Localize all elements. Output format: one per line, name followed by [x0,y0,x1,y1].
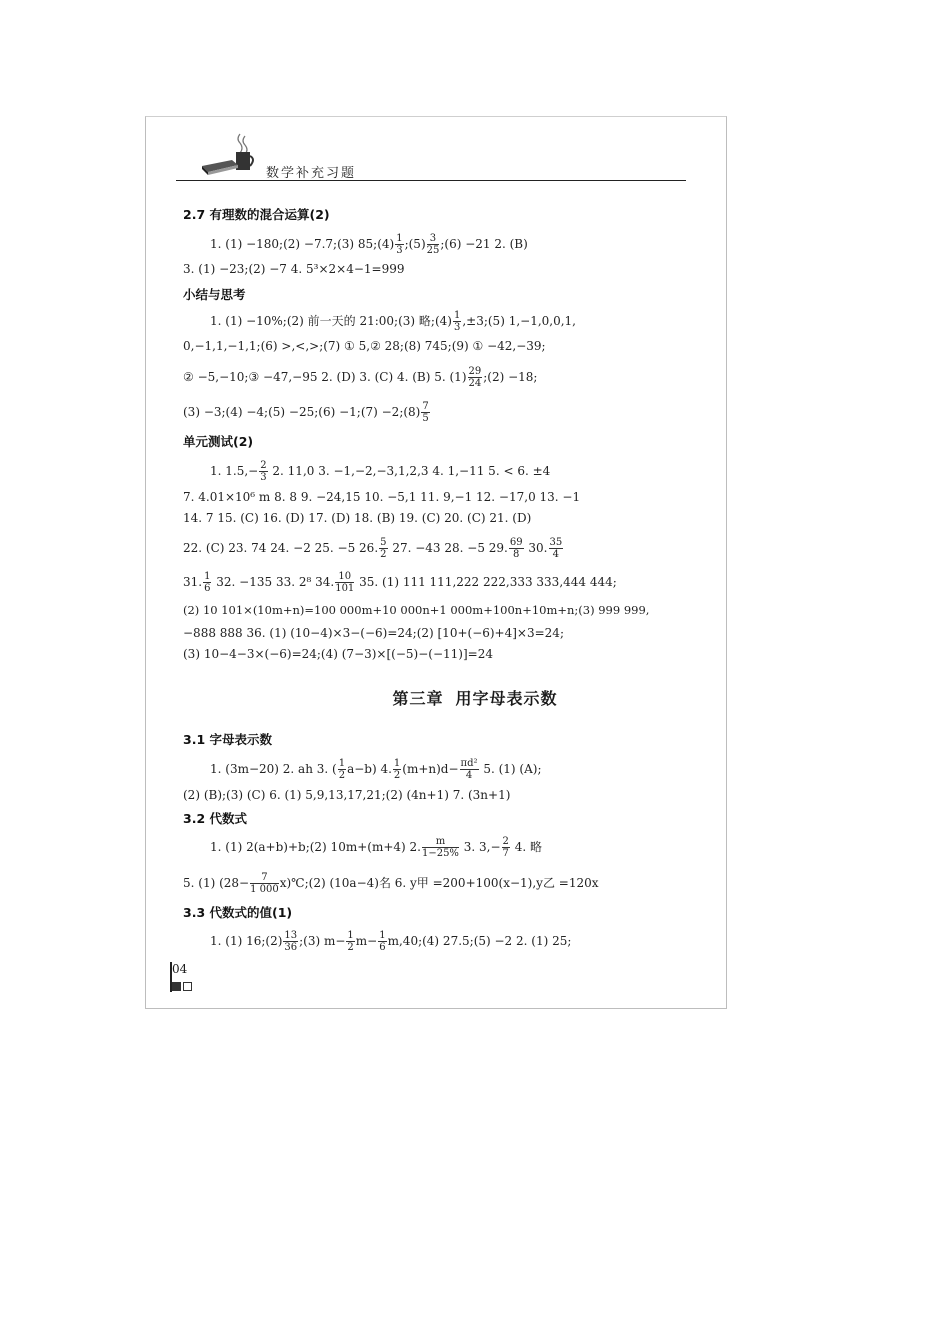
chapter-title: 用字母表示数 [455,689,558,708]
fraction: $\frac{1}{2}$ [347,930,354,953]
fraction: $\frac{1}{3}$ [396,233,403,256]
fraction: $\frac{1}{6}$ [204,571,211,594]
answer-line: 1. (1) 2(a+b)+b;(2) 10m+(m+4) 2. $\frac{m}{1-25\%}$ 3. 3,− $\frac{2}{7}$ 4. 略 [210,836,542,859]
fraction: $\frac{7}{1 000}$ [250,872,279,895]
answer-line: 1. (3m−20) 2. ah 3. ( $\frac{1}{2}$ a−b) 4. $\frac{1}{2}$ (m+n)d− $\frac{\text{πd²}}{4}$ 5. (1) (A); [210,758,542,781]
answer-line: (2) (B);(3) (C) 6. (1) 5,9,13,17,21;(2) (4n+1) 7. (3n+1) [183,788,511,802]
fraction: $\frac{35}{4}$ [549,537,563,560]
header-rule [176,180,686,181]
section-heading-unit-test: 单元测试(2) [183,434,254,449]
answer-line: 14. 7 15. (C) 16. (D) 17. (D) 18. (B) 19. (C) 20. (C) 21. (D) [183,511,532,525]
fraction: $\frac{2}{7}$ [502,836,509,859]
answer-line: 1. 1.5,− $\frac{2}{3}$ 2. 11,0 3. −1,−2,−3,1,2,3 4. 1,−11 5. < 6. ±4 [210,460,551,483]
section-heading-3-1: 3.1 字母表示数 [183,732,272,747]
fraction: $\frac{1}{2}$ [393,758,401,781]
page-number: 04 [172,962,188,976]
fraction: $\frac{10}{101}$ [335,571,355,594]
fraction: $\frac{69}{8}$ [509,537,523,560]
section-heading-2-7: 2.7 有理数的混合运算(2) [183,207,330,222]
fraction: $\frac{1}{3}$ [453,310,461,333]
answer-line: 1. (1) 16;(2) $\frac{13}{36}$ ;(3) m− $\frac{1}{2}$ m− $\frac{1}{6}$ m,40;(4) 27.5;(5) −2 2. (1) 25; [210,930,572,953]
answer-line: (3) −3;(4) −4;(5) −25;(6) −1;(7) −2;(8) $\frac{7}{5}$ [183,401,429,424]
book-title: 数学补充习题 [266,166,357,181]
fraction: $\frac{3}{25}$ [426,233,440,256]
answer-line: (3) 10−4−3×(−6)=24;(4) (7−3)×[(−5)−(−11)]=24 [183,647,493,661]
fraction: $\frac{m}{1-25\%}$ [421,836,459,859]
answer-line: (2) 10 101×(10m+n)=100 000m+10 000n+1 000m+100n+10m+n;(3) 999 999, [183,603,650,617]
empty-square-icon [183,982,192,991]
section-heading-summary: 小结与思考 [183,287,246,302]
answer-line: 3. (1) −23;(2) −7 4. 5³×2×4−1=999 [183,262,405,276]
fraction: $\frac{1}{2}$ [338,758,346,781]
answer-line: 31. $\frac{1}{6}$ 32. −135 33. 2⁸ 34. $\frac{10}{101}$ 35. (1) 111 111,222 222,333 333,444 444; [183,571,617,594]
answer-line: 0,−1,1,−1,1;(6) >,<,>;(7) ① 5,② 28;(8) 745;(9) ① −42,−39; [183,339,546,353]
fraction: $\frac{5}{2}$ [380,537,387,560]
fraction: $\frac{13}{36}$ [284,930,298,953]
answer-line: ② −5,−10;③ −47,−95 2. (D) 3. (C) 4. (B) 5. (1) $\frac{29}{24}$ ;(2) −18; [183,366,538,389]
answer-line: −888 888 36. (1) (10−4)×3−(−6)=24;(2) [10+(−6)+4]×3=24; [183,626,564,640]
chapter-number: 第三章 [392,689,444,708]
fraction: $\frac{7}{5}$ [422,401,429,424]
answer-line: 1. (1) −10%;(2) 前一天的 21:00;(3) 略;(4) $\frac{1}{3}$ ,±3;(5) 1,−1,0,0,1, [210,310,576,333]
answer-line: 5. (1) (28− $\frac{7}{1 000}$ x)℃;(2) (10a−4)名 6. y甲 =200+100(x−1),y乙 =120x [183,872,599,895]
answer-line: 1. (1) −180;(2) −7.7;(3) 85;(4) $\frac{1}{3}$ ;(5) $\frac{3}{25}$ ;(6) −21 2. (B) [210,233,528,256]
answer-line: 7. 4.01×10⁶ m 8. 8 9. −24,15 10. −5,1 11. 9,−1 12. −17,0 13. −1 [183,490,581,504]
fraction: $\frac{1}{6}$ [379,930,386,953]
fraction: $\frac{2}{3}$ [260,460,267,483]
fraction: $\frac{\text{πd²}}{4}$ [460,758,478,781]
chapter-heading [0,686,950,709]
section-heading-3-2: 3.2 代数式 [183,811,247,826]
answer-line: 22. (C) 23. 74 24. −2 25. −5 26. $\frac{5}{2}$ 27. −43 28. −5 29. $\frac{69}{8}$ 30. $\frac{35}{4}$ [183,537,563,560]
books-and-cup-icon [198,132,258,176]
section-heading-3-3: 3.3 代数式的值(1) [183,905,293,920]
fraction: $\frac{29}{24}$ [468,366,482,389]
filled-square-icon [172,982,181,991]
